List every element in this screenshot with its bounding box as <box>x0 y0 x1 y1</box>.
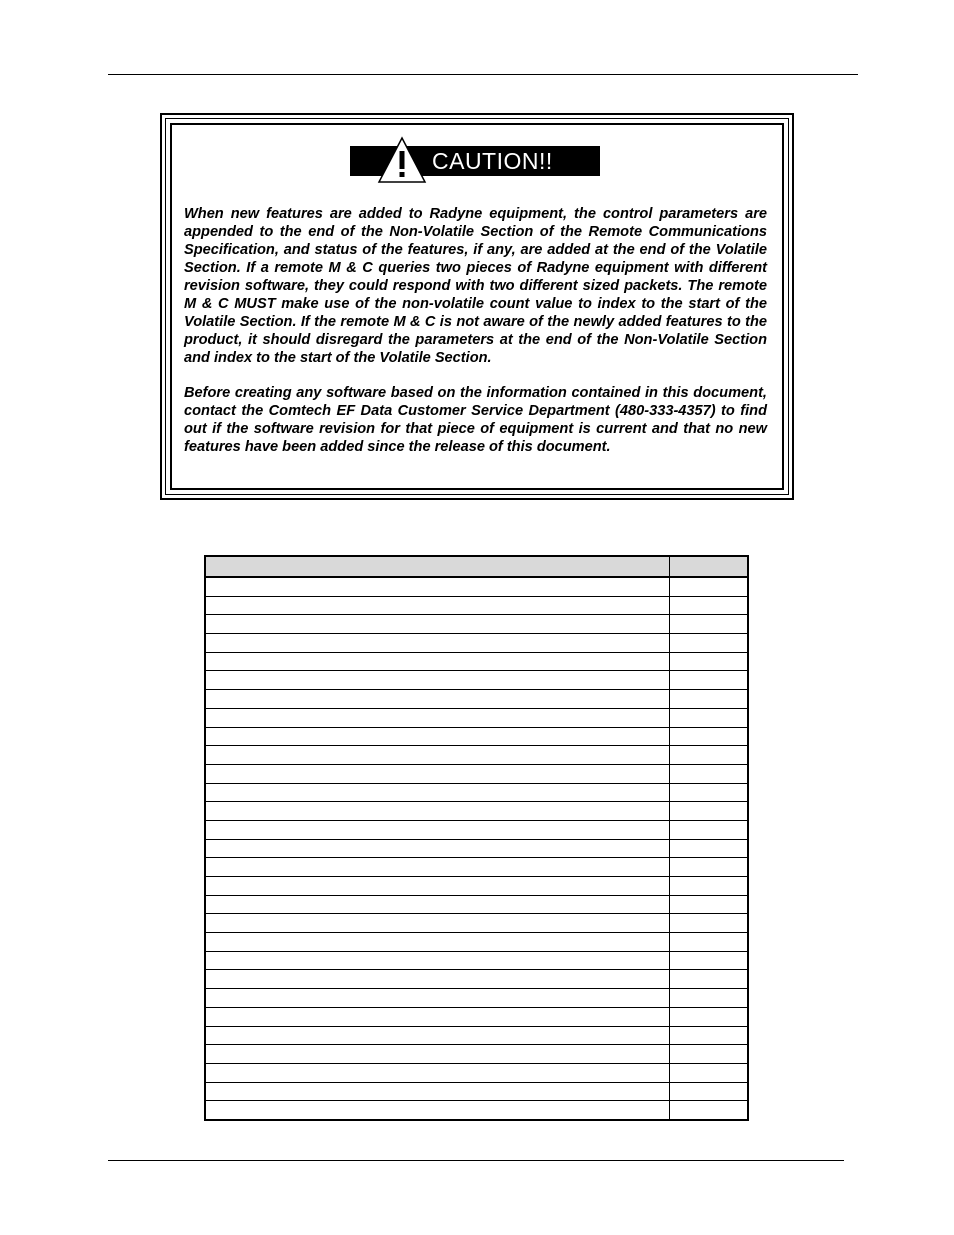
table-cell <box>669 1082 748 1101</box>
footer-rule <box>108 1160 844 1161</box>
caution-banner <box>350 146 600 176</box>
table-cell <box>205 970 669 989</box>
table-row <box>205 933 748 952</box>
table-cell <box>669 652 748 671</box>
caution-paragraph-2: Before creating any software based on the information contained in this document, contact the Comtech EF Data Customer Service Department (480-333-4357) to find out if the software revision for that piece of equipment is current and that no new features have been added since the release of this document. <box>184 385 767 455</box>
table-row <box>205 970 748 989</box>
table-cell <box>205 989 669 1008</box>
table-row <box>205 820 748 839</box>
table-cell <box>205 1101 669 1120</box>
table-row <box>205 690 748 709</box>
table-cell <box>669 839 748 858</box>
table-row <box>205 746 748 765</box>
table-row <box>205 727 748 746</box>
table-row <box>205 577 748 596</box>
table-cell <box>205 877 669 896</box>
table-cell <box>205 1063 669 1082</box>
caution-label: CAUTION!! <box>432 148 553 174</box>
table-cell <box>669 1045 748 1064</box>
table-row <box>205 1082 748 1101</box>
table-cell <box>669 727 748 746</box>
table-cell <box>205 615 669 634</box>
table-row <box>205 914 748 933</box>
table-cell <box>669 802 748 821</box>
table-row <box>205 615 748 634</box>
table-cell <box>205 951 669 970</box>
table-cell <box>669 690 748 709</box>
table-cell <box>205 671 669 690</box>
caution-box <box>160 113 794 500</box>
warning-triangle-icon <box>377 136 427 184</box>
table-cell <box>205 914 669 933</box>
table-cell <box>669 746 748 765</box>
table-cell <box>669 820 748 839</box>
caution-text <box>184 205 767 473</box>
table-cell <box>205 933 669 952</box>
table-cell <box>669 933 748 952</box>
table-cell <box>205 858 669 877</box>
table-row <box>205 858 748 877</box>
table-cell <box>669 1026 748 1045</box>
table-cell <box>669 1101 748 1120</box>
table-row <box>205 634 748 653</box>
table-cell <box>669 596 748 615</box>
table-cell <box>205 746 669 765</box>
table-body <box>205 577 748 1120</box>
table-cell <box>205 634 669 653</box>
table-cell <box>669 895 748 914</box>
table-cell <box>205 1082 669 1101</box>
table-row <box>205 1007 748 1026</box>
table-cell <box>205 727 669 746</box>
table-header-cell <box>669 556 748 577</box>
empty-table <box>204 555 749 1121</box>
table-row <box>205 1026 748 1045</box>
table-cell <box>205 820 669 839</box>
table-cell <box>205 577 669 596</box>
table-row <box>205 652 748 671</box>
caution-paragraph-1: When new features are added to Radyne equipment, the control parameters are appended to the end of the Non-Volatile Section of the Remote Communications Specification, and status of the features, if any, are added at the end of the Volatile Section. If a remote M & C queries two pieces of Radyne equipment with different revision software, they could respond with two different sized packets. The remote M & C MUST make use of the non-volatile count value to index to the start of the Volatile Section. If the remote M & C is not aware of the newly added features to the product, it should disregard the parameters at the end of the Non-Volatile Section and index to the start of the Volatile Section. <box>184 206 767 366</box>
table-cell <box>205 839 669 858</box>
table-cell <box>205 764 669 783</box>
table-row <box>205 877 748 896</box>
table-cell <box>669 764 748 783</box>
table-row <box>205 1101 748 1120</box>
table-cell <box>205 652 669 671</box>
table-cell <box>205 783 669 802</box>
table-cell <box>669 634 748 653</box>
table-row <box>205 839 748 858</box>
table-cell <box>669 708 748 727</box>
table-row <box>205 989 748 1008</box>
table-row <box>205 1063 748 1082</box>
table-cell <box>669 615 748 634</box>
table-cell <box>205 1007 669 1026</box>
table-row <box>205 708 748 727</box>
table-row <box>205 1045 748 1064</box>
table-cell <box>669 577 748 596</box>
table-cell <box>205 895 669 914</box>
table-cell <box>669 914 748 933</box>
table-cell <box>669 858 748 877</box>
table-cell <box>669 951 748 970</box>
table-row <box>205 802 748 821</box>
table-cell <box>205 1045 669 1064</box>
table-cell <box>205 802 669 821</box>
table-cell <box>669 1007 748 1026</box>
caution-inner-border <box>170 123 784 490</box>
table-row <box>205 764 748 783</box>
table-row <box>205 951 748 970</box>
table-cell <box>205 596 669 615</box>
table-row <box>205 895 748 914</box>
table-header-cell <box>205 556 669 577</box>
table-cell <box>669 783 748 802</box>
table-row <box>205 596 748 615</box>
table-cell <box>669 671 748 690</box>
table-row <box>205 783 748 802</box>
table-cell <box>205 708 669 727</box>
table-row <box>205 671 748 690</box>
table-cell <box>669 970 748 989</box>
table-cell <box>669 1063 748 1082</box>
table-cell <box>205 1026 669 1045</box>
table-cell <box>669 989 748 1008</box>
header-rule <box>108 74 858 75</box>
table-cell <box>669 877 748 896</box>
table-cell <box>205 690 669 709</box>
table-header-row <box>205 556 748 577</box>
